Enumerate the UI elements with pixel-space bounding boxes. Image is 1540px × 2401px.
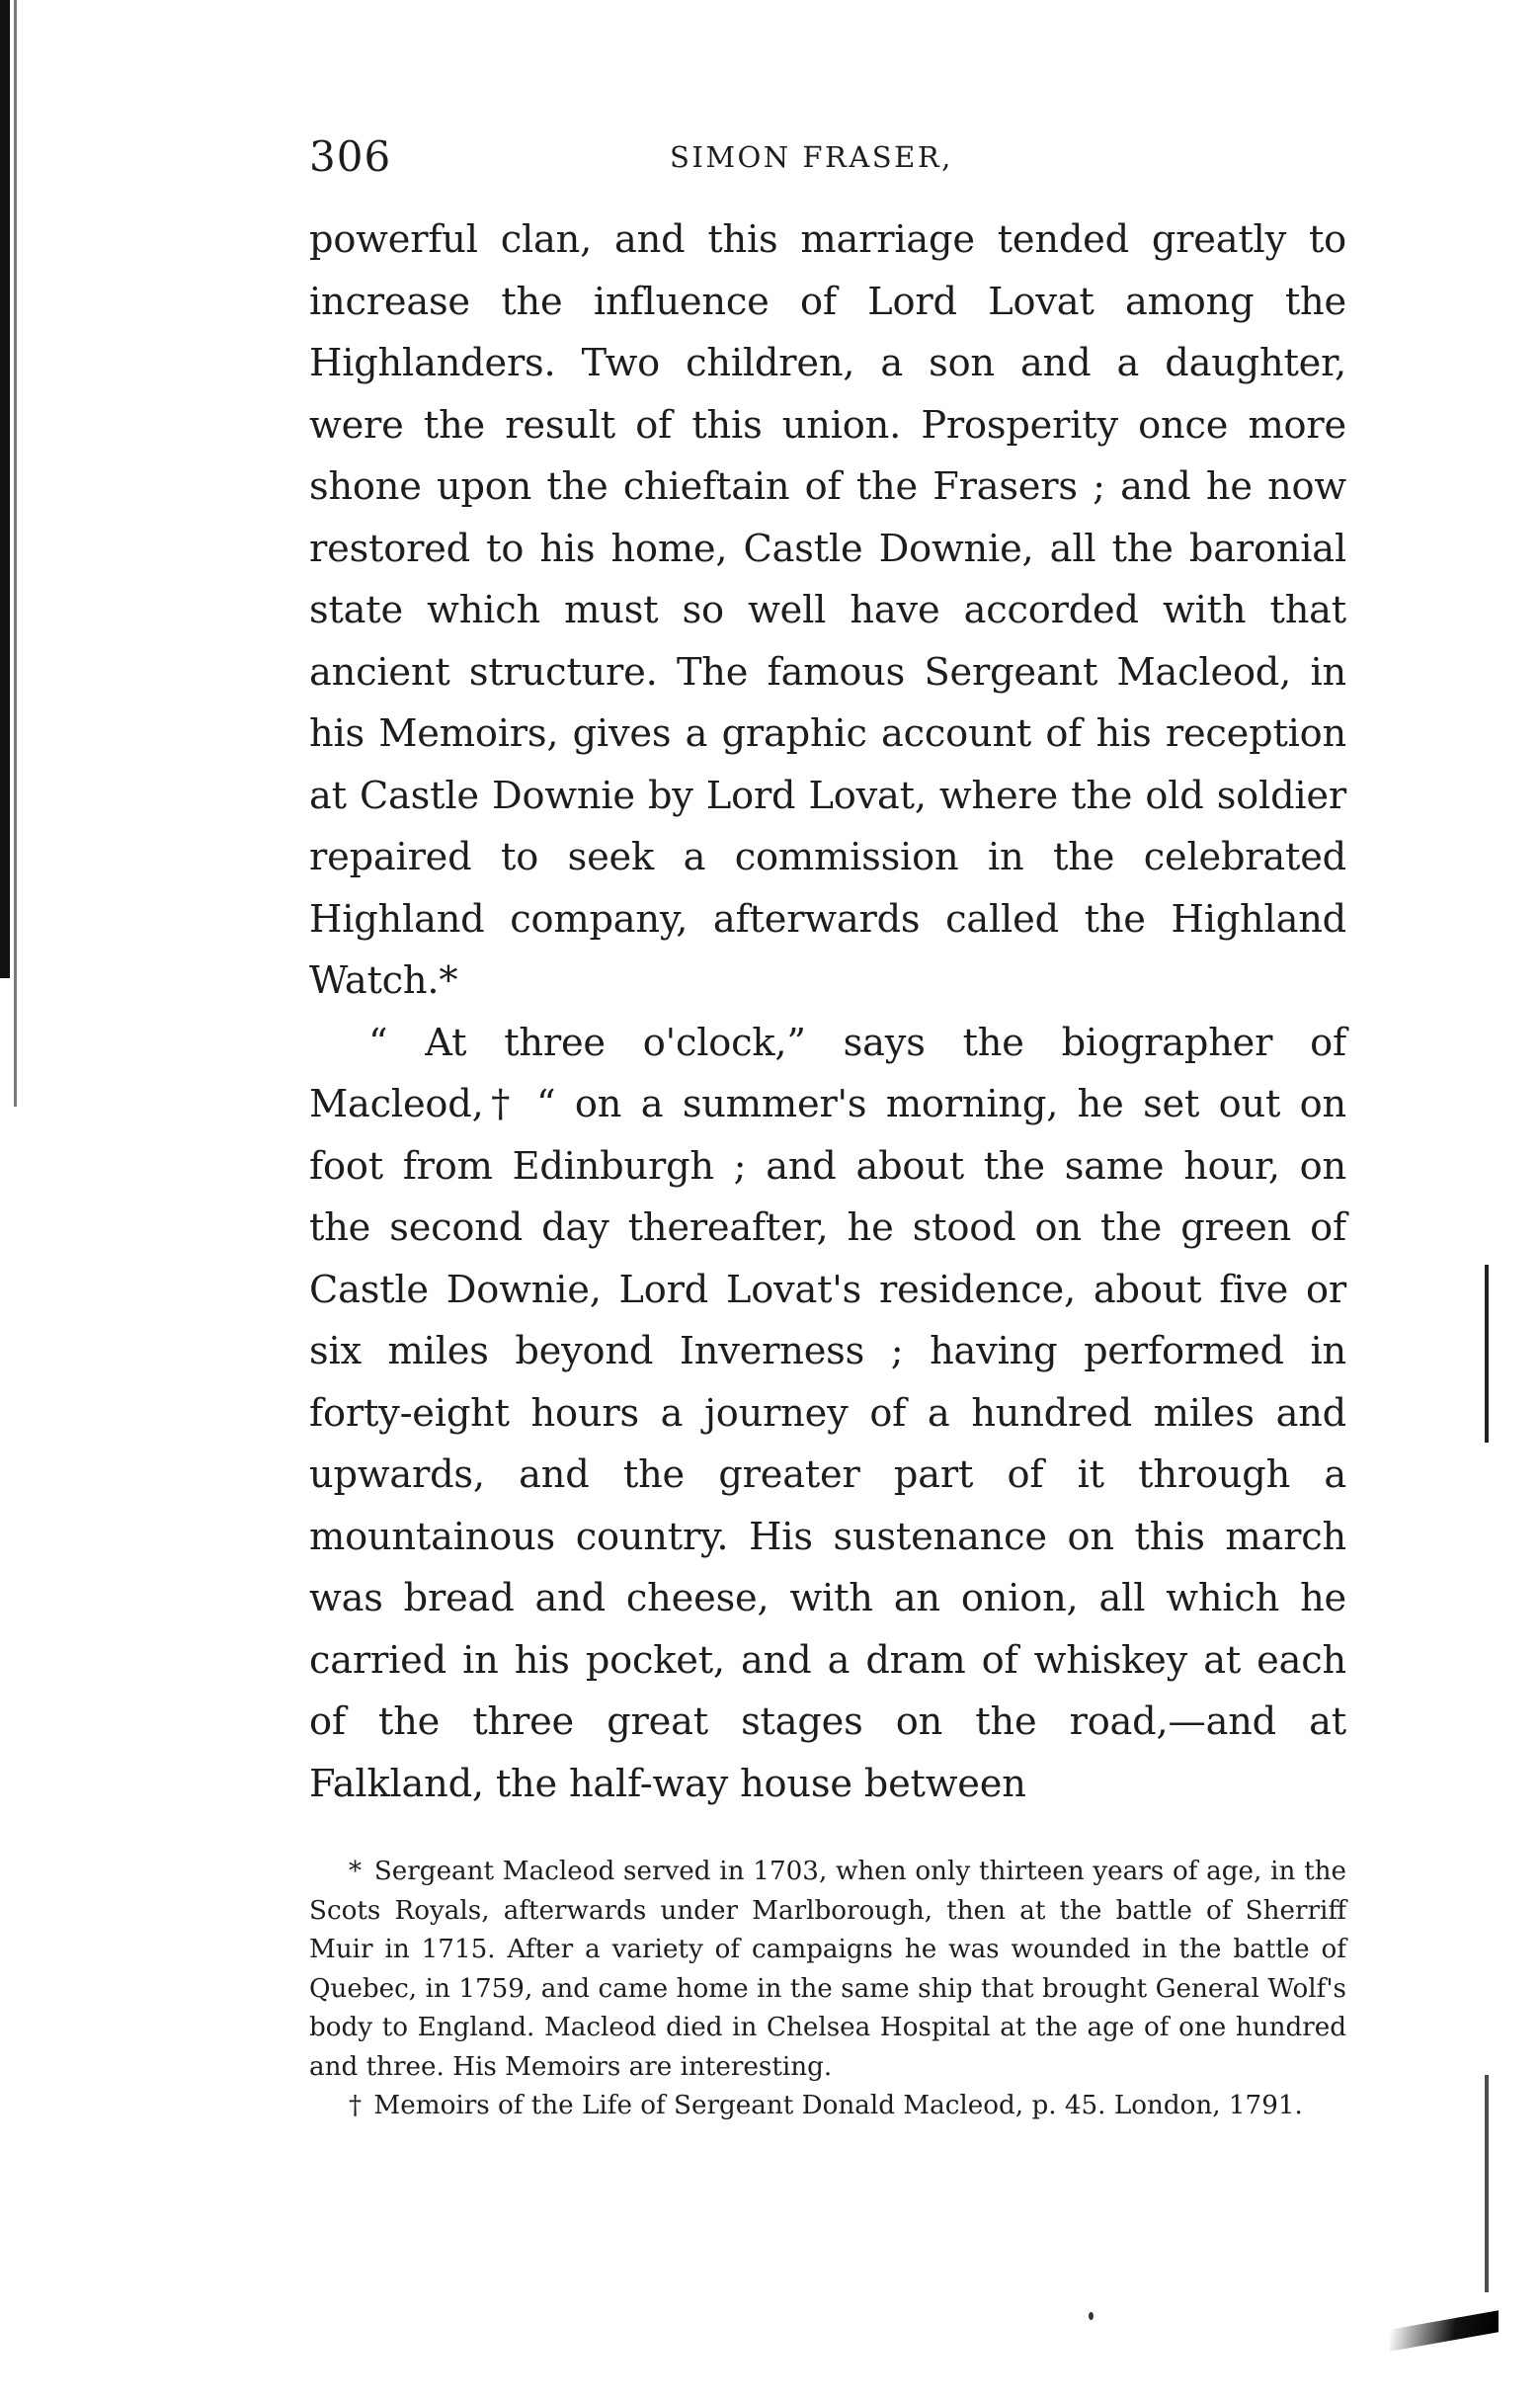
paragraph-2: “ At three o'clock,” says the biographer of Macleod,† “ on a summer's morning, he set out on foot from Edinburgh ; and about the same hour, on the second day thereafter, he stood on the green of Castle Downie, Lord Lovat's residence, about five or six miles beyond Inverness ; having performed in forty-eight hours a journey of a hundred miles and upwards, and the greater part of it through a mountainous country. His sustenance on this march was bread and cheese, with an onion, all which he carried in his pocket, and a dram of whiskey at each of the three great stages on the road,—and at Falkland, the half-way house between [309, 1020, 1346, 1806]
page-number: 306 [309, 132, 392, 181]
body-text [309, 209, 1346, 1815]
footnote-2 [309, 2087, 1346, 2126]
scan-edge-right-lower [1485, 2075, 1489, 2292]
footnote-2-mark: † [349, 2091, 363, 2120]
scan-edge-right-upper [1485, 1265, 1489, 1443]
footnote-2-text: Memoirs of the Life of Sergeant Donald Macleod, p. 45. London, 1791. [373, 2091, 1303, 2120]
footnote-1 [309, 1853, 1346, 2087]
footnotes [309, 1853, 1346, 2126]
footnote-1-mark: * [349, 1857, 363, 1886]
scan-edge-left [0, 0, 10, 978]
book-page [309, 126, 1346, 2126]
scan-smudge-corner [1390, 2310, 1499, 2351]
paragraph-1: powerful clan, and this marriage tended greatly to increase the influence of Lord Lovat among the Highlanders. Two children, a son and a daughter, were the result of this union. Prosperity once more shone upon the chieftain of the Frasers ; and he now restored to his home, Castle Downie, all the baronial state which must so well have accorded with that ancient structure. The famous Sergeant Macleod, in his Memoirs, gives a graphic account of his reception at Castle Downie by Lord Lovat, where the old soldier repaired to seek a commission in the celebrated Highland company, afterwards called the Highland Watch.* [309, 217, 1346, 1003]
running-title: SIMON FRASER, [670, 140, 953, 174]
footnote-1-text: Sergeant Macleod served in 1703, when only thirteen years of age, in the Scots Royals, afterwards under Marlborough, then at the battle of Sherriff Muir in 1715. After a variety of campaigns he was wounded in the battle of Quebec, in 1759, and came home in the same ship that brought General Wolf's body to England. Macleod died in Chelsea Hospital at the age of one hundred and three. His Memoirs are interesting. [309, 1857, 1346, 2082]
page-header [309, 126, 1346, 196]
scan-speck [1089, 2312, 1094, 2320]
scan-edge-left-thin [14, 0, 17, 1107]
